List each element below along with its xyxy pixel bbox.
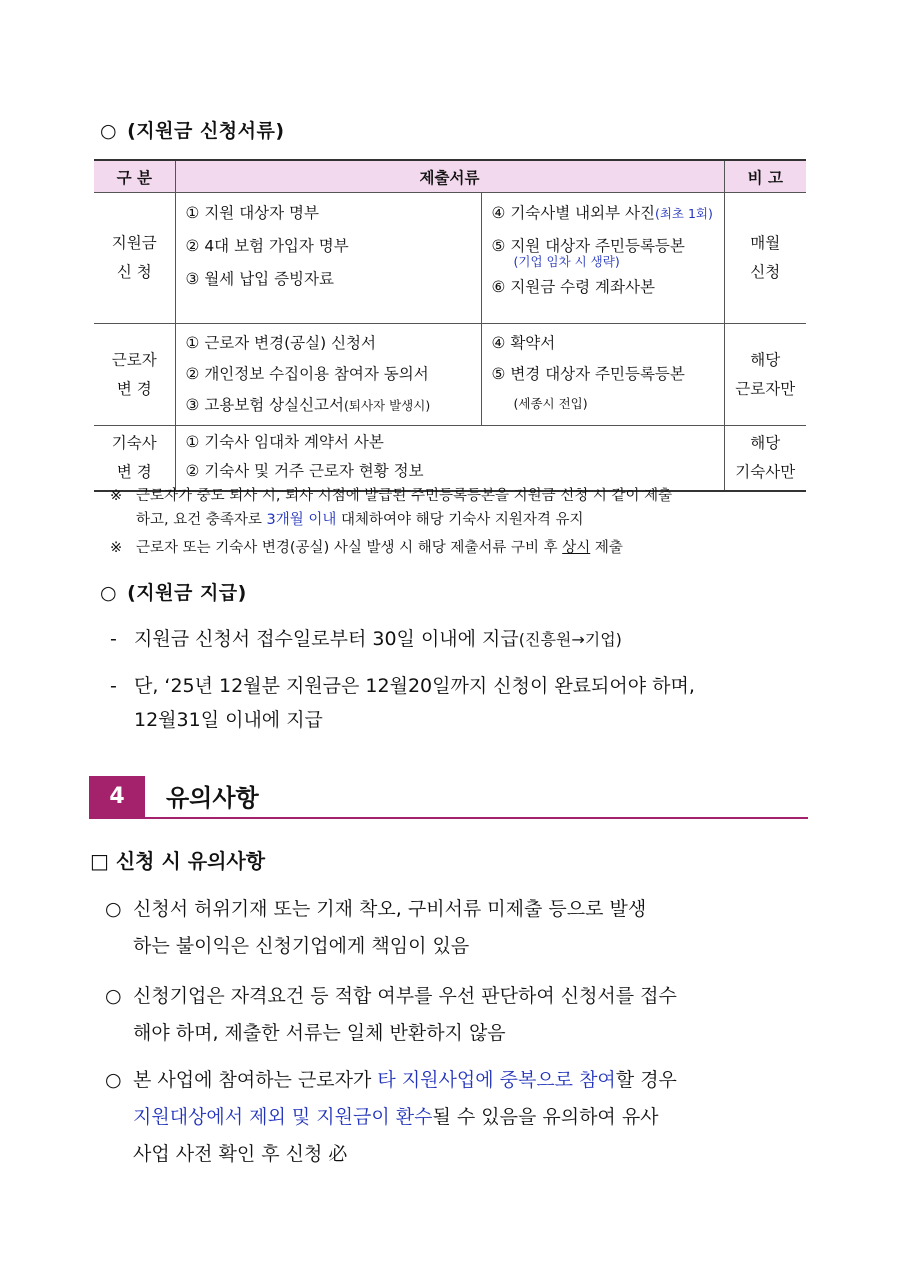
documents-table: [94, 159, 806, 492]
item-note: (퇴사자 발생시): [344, 398, 431, 413]
note-line: [110, 484, 820, 508]
caution-item-2: [105, 978, 805, 1052]
item-note: (최초 1회): [654, 206, 713, 221]
caution-text: 본 사업에 참여하는 근로자가: [133, 1069, 378, 1091]
remark-line: 해당: [750, 434, 781, 452]
reference-mark: ※: [110, 540, 123, 556]
section-number-box: 4: [89, 776, 145, 818]
note-1: [110, 484, 820, 532]
caution-text: 신청기업은 자격요건 등 적합 여부를 우선 판단하여 신청서를 접수: [133, 985, 677, 1007]
item-note: (세종시 전입): [513, 396, 588, 411]
note-highlight: 3개월 이내: [266, 512, 337, 528]
note-text: 근로자 또는 기숙사 변경(공실) 사실 발생 시 해당 제출서류 구비 후: [136, 540, 563, 556]
note-text: 대체하여야 해당 기숙사 지원자격 유지: [336, 512, 584, 528]
category-line: 기숙사: [111, 434, 157, 452]
caution-line: 하는 불이익은 신청기업에게 책임이 있음: [133, 935, 470, 957]
header-category: 구 분: [94, 160, 175, 193]
caution-text: 될 수 있음을 유의하여 유사: [432, 1106, 659, 1128]
table-row: [94, 426, 806, 492]
section-heading-payment: [100, 578, 247, 605]
caution-item-1: [105, 891, 805, 965]
table-header-row: [94, 160, 806, 193]
section-heading-documents: [100, 116, 285, 143]
header-documents: 제출서류: [175, 160, 724, 193]
section-title: (지원금 신청서류): [127, 120, 285, 142]
dash-bullet: -: [110, 628, 117, 650]
category-line: 지원금: [111, 234, 157, 252]
payment-note: (진흥원→기업): [518, 630, 622, 649]
caution-line: 해야 하며, 제출한 서류는 일체 반환하지 않음: [133, 1022, 506, 1044]
documents-right: [481, 193, 724, 324]
section-title: 유의사항: [166, 784, 259, 812]
item-text: ④ 기숙사별 내외부 사진: [491, 204, 655, 222]
list-item: ⑤ 지원 대상자 주민등록등본: [491, 237, 685, 255]
list-item: ① 근로자 변경(공실) 신청서: [185, 334, 377, 352]
list-item: ② 4대 보험 가입자 명부: [185, 237, 349, 255]
caution-highlight: 지원대상에서 제외 및 지원금이 환수: [133, 1106, 433, 1128]
caution-line: 사업 사전 확인 후 신청 必: [133, 1143, 348, 1165]
list-item: ② 기숙사 및 거주 근로자 현황 정보: [185, 462, 424, 480]
circle-bullet: ○: [100, 582, 118, 604]
list-item: ⑤ 변경 대상자 주민등록등본: [491, 365, 685, 383]
table-row: [94, 324, 806, 426]
payment-line-3: 12월31일 이내에 지급: [134, 709, 323, 731]
note-text: 하고, 요건 충족자로: [136, 512, 267, 528]
reference-mark: ※: [110, 488, 123, 504]
remark-line: 해당: [750, 350, 781, 369]
caution-line: [105, 978, 805, 1015]
section-divider: [89, 817, 808, 819]
row-remark: [724, 324, 806, 426]
remark-line: 기숙사만: [735, 463, 796, 481]
list-item: ① 기숙사 임대차 계약서 사본: [185, 433, 384, 451]
documents-left: [175, 193, 481, 324]
documents-merged: [175, 426, 724, 492]
row-category: [94, 193, 175, 324]
documents-left: [175, 324, 481, 426]
caution-line: [105, 1062, 805, 1099]
documents-right: [481, 324, 724, 426]
caution-line: [105, 1099, 805, 1136]
circle-bullet: ○: [105, 1069, 122, 1091]
caution-text: 할 경우: [615, 1069, 677, 1091]
list-item: [492, 197, 724, 230]
payment-text: 지원금 신청서 접수일로부터 30일 이내에 지급: [134, 628, 519, 650]
list-item: ② 개인정보 수집이용 참여자 동의서: [185, 365, 429, 383]
note-text: 제출: [590, 540, 623, 556]
circle-bullet: ○: [105, 985, 122, 1007]
payment-text: 단, ‘25년 12월분 지원금은 12월20일까지 신청이 완료되어야 하며,: [134, 675, 695, 697]
remark-line: 근로자만: [735, 379, 796, 398]
category-line: 근로자: [111, 350, 157, 369]
caution-text: 신청서 허위기재 또는 기재 착오, 구비서류 미제출 등으로 발생: [133, 898, 647, 920]
circle-bullet: ○: [100, 120, 118, 142]
item-note: (기업 임차 시 생략): [513, 254, 620, 269]
payment-line-1: [110, 624, 622, 655]
row-remark: [724, 426, 806, 492]
list-item: [186, 390, 481, 421]
caution-item-3: [105, 1062, 805, 1173]
note-2: [110, 536, 820, 560]
header-remark: 비 고: [724, 160, 806, 193]
category-line: 신 청: [116, 263, 152, 281]
circle-bullet: ○: [105, 898, 122, 920]
row-category: [94, 324, 175, 426]
row-remark: [724, 193, 806, 324]
section-title: (지원금 지급): [127, 582, 247, 604]
caution-highlight: 타 지원사업에 중복으로 참여: [377, 1069, 616, 1091]
caution-line: [105, 891, 805, 928]
category-line: 변 경: [116, 463, 152, 481]
payment-line-2: [110, 671, 695, 701]
cautions-heading: □ 신청 시 유의사항: [90, 849, 266, 873]
remark-line: 매월: [750, 234, 781, 252]
list-item: ③ 월세 납입 증빙자료: [185, 270, 334, 288]
dash-bullet: -: [110, 675, 117, 697]
note-text: 근로자가 중도 퇴사 시, 퇴사 시점에 발급된 주민등록등본을 지원금 신청 시 같이 제출: [136, 488, 673, 504]
table-row: [94, 193, 806, 324]
item-text: ③ 고용보험 상실신고서: [185, 396, 345, 414]
note-line: [110, 508, 820, 532]
remark-line: 신청: [750, 263, 781, 281]
note-underlined: 상시: [562, 540, 591, 556]
list-item: ⑥ 지원금 수령 계좌사본: [491, 278, 655, 296]
list-item: ① 지원 대상자 명부: [185, 204, 319, 222]
category-line: 변 경: [116, 379, 152, 398]
list-item: ④ 확약서: [491, 334, 556, 352]
row-category: [94, 426, 175, 492]
